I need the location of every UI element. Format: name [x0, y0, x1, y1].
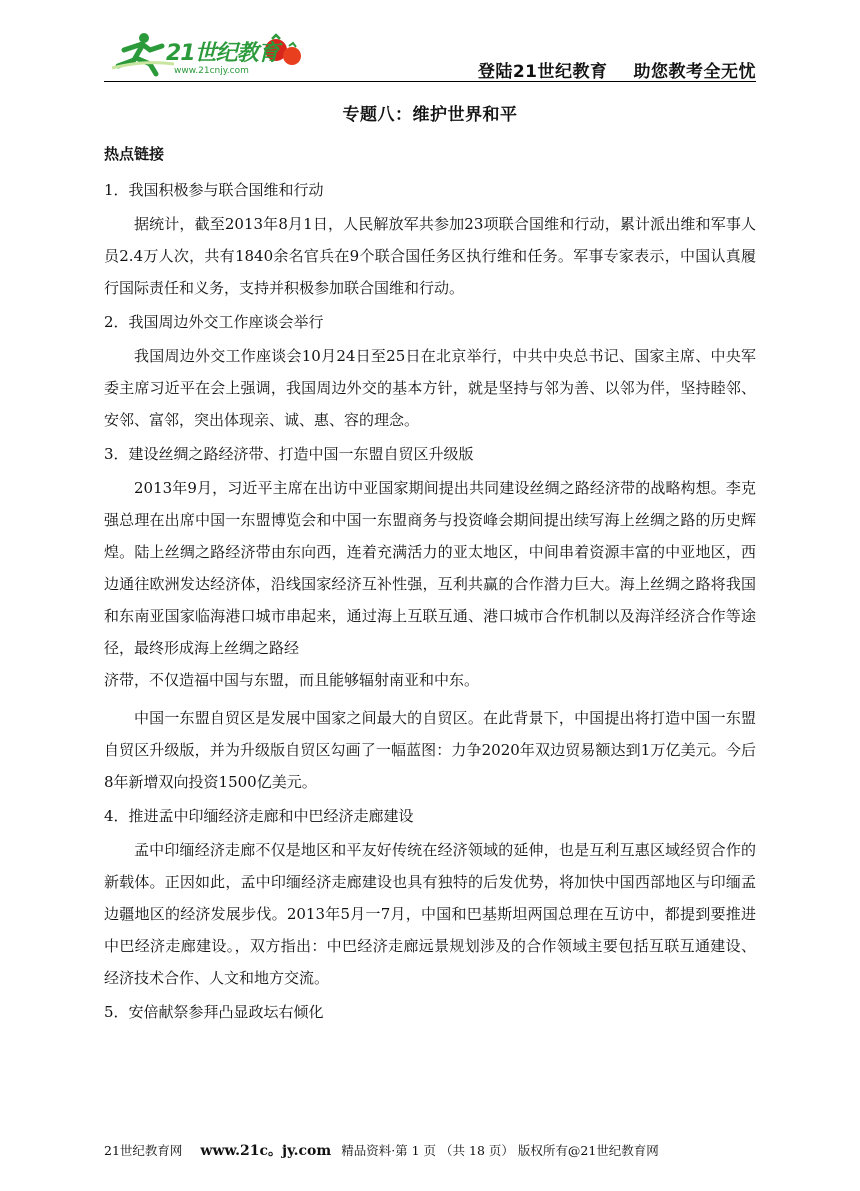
- footer-site: 21世纪教育网: [104, 1143, 183, 1158]
- header-rule: [104, 81, 756, 82]
- topic-paragraph-4: 中国一东盟自贸区是发展中国家之间最大的自贸区。在此背景下，中国提出将打造中国一东盟自贸区升级版，并为升级版自贸区勾画了一幅蓝图：力争2020年双边贸易额达到1万亿美元。今后8年新增双向投资1500亿美元。: [104, 709, 756, 791]
- document-title: 专题八：维护世界和平: [342, 105, 518, 125]
- topic-heading-5: 5．安倍献祭参拜凸显政坛右倾化: [104, 1003, 324, 1021]
- document-body: [104, 96, 756, 1030]
- topic-paragraph-5: 孟中印缅经济走廊不仅是地区和平友好传统在经济领域的延伸，也是互利互惠区域经贸合作的新载体。正因如此，孟中印缅经济走廊建设也具有独特的后发优势，将加快中国西部地区与印缅孟边疆地区的经济发展步伐。2013年5月一7月，中国和巴基斯坦两国总理在互访中，都提到要推进中巴经济走廊建设。，双方指出：中巴经济走廊远景规划涉及的合作领域主要包括互联互通建设、经济技术合作、人文和地方交流。: [104, 841, 756, 987]
- footer-info: 精品资料·第 1 页 （共 18 页） 版权所有@21世纪教育网: [341, 1143, 659, 1158]
- topic-heading-2: 2．我国周边外交工作座谈会举行: [104, 313, 324, 331]
- logo-title: 21世纪教育: [166, 41, 279, 66]
- header-slogan: [478, 57, 756, 82]
- section-heading: 热点链接: [104, 145, 165, 163]
- page-footer: [104, 1140, 756, 1160]
- topic-heading-3: 3．建设丝绸之路经济带、打造中国一东盟自贸区升级版: [104, 445, 474, 463]
- page-header: [104, 28, 756, 82]
- topic-paragraph-3: 2013年9月，习近平主席在出访中亚国家期间提出共同建设丝绸之路经济带的战略构想。李克强总理在出席中国一东盟博览会和中国一东盟商务与投资峰会期间提出续写海上丝绸之路的历史辉煌。陆上丝绸之路经济带由东向西，连着充满活力的亚太地区，中间串着资源丰富的中亚地区，西边通往欧洲发达经济体，沿线国家经济互补性强，互利共赢的合作潜力巨大。海上丝绸之路将我国和东南亚国家临海港口城市串起来，通过海上互联互通、港口城市合作机制以及海洋经济合作等途径，最终形成海上丝绸之路经: [104, 479, 756, 657]
- slogan-left: 登陆21世纪教育: [477, 62, 608, 82]
- slogan-right: 助您教考全无忧: [633, 62, 756, 82]
- logo-url: www.21cnjy.com: [174, 66, 249, 76]
- footer-url[interactable]: www.21c。jy.com: [200, 1143, 332, 1159]
- topic-paragraph-3-continued: 济带，不仅造福中国与东盟，而且能够辐射南亚和中东。: [104, 671, 480, 689]
- topic-paragraph-2: 我国周边外交工作座谈会10月24日至25日在北京举行，中共中央总书记、国家主席、中央军委主席习近平在会上强调，我国周边外交的基本方针，就是坚持与邻为善、以邻为伴，坚持睦邻、安邻、富邻，突出体现亲、诚、惠、容的理念。: [104, 347, 756, 429]
- topic-heading-4: 4．推进孟中印缅经济走廊和中巴经济走廊建设: [104, 807, 414, 825]
- topic-heading-1: 1．我国积极参与联合国维和行动: [104, 181, 324, 199]
- topic-paragraph-1: 据统计，截至2013年8月1日，人民解放军共参加23项联合国维和行动，累计派出维和军事人员2.4万人次，共有1840余名官兵在9个联合国任务区执行维和任务。军事专家表示，中国认真履行国际责任和义务，支持并积极参加联合国维和行动。: [104, 215, 756, 297]
- site-logo[interactable]: [104, 28, 314, 82]
